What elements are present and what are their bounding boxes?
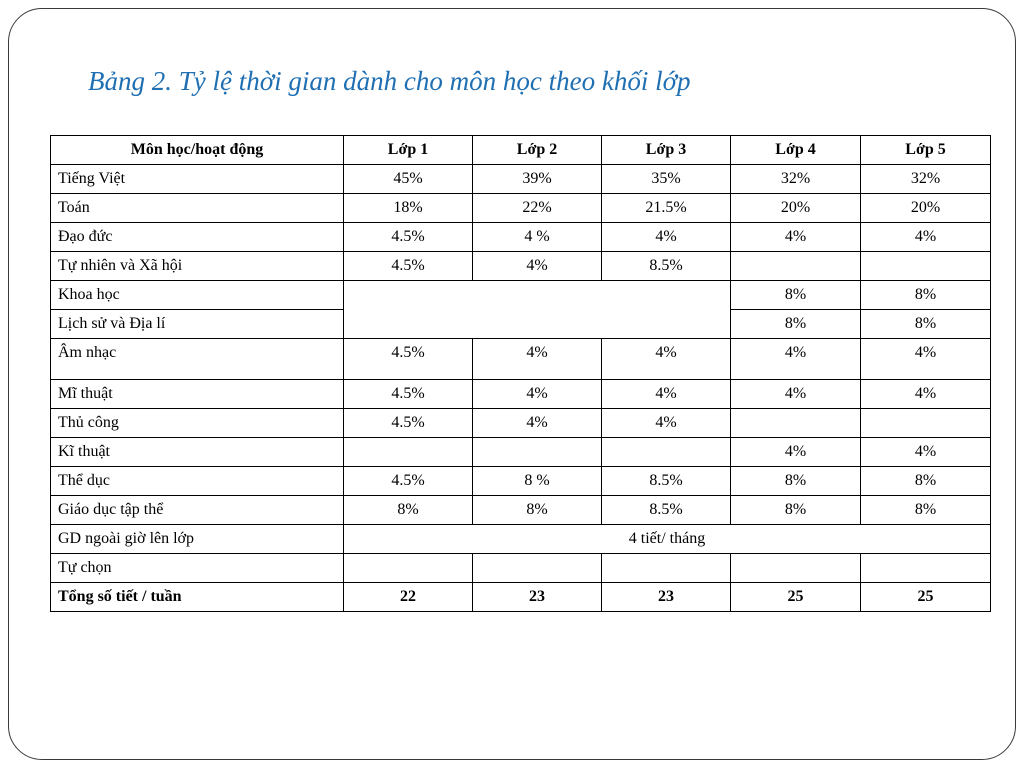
cell-grade-4 bbox=[731, 252, 861, 281]
cell-grade-1: 18% bbox=[344, 194, 473, 223]
cell-grade-4: 4% bbox=[731, 438, 861, 467]
table-row bbox=[51, 252, 991, 281]
cell-grade-4: 4% bbox=[731, 339, 861, 380]
cell-grade-4: 32% bbox=[731, 165, 861, 194]
header-grade-1: Lớp 1 bbox=[344, 136, 473, 165]
row-subject: Âm nhạc bbox=[51, 339, 344, 380]
cell-grade-2: 4% bbox=[473, 380, 602, 409]
cell-grade-5: 8% bbox=[861, 467, 991, 496]
cell-grade-5 bbox=[861, 554, 991, 583]
table-header-row bbox=[51, 136, 991, 165]
table-row bbox=[51, 339, 991, 380]
row-subject: Tự nhiên và Xã hội bbox=[51, 252, 344, 281]
cell-grade-2: 8% bbox=[473, 496, 602, 525]
cell-grade-3: 8.5% bbox=[602, 496, 731, 525]
row-subject: Kĩ thuật bbox=[51, 438, 344, 467]
cell-grade-4: 4% bbox=[731, 223, 861, 252]
total-label: Tổng số tiết / tuần bbox=[51, 583, 344, 612]
cell-grade-2 bbox=[473, 438, 602, 467]
cell-grade-2: 39% bbox=[473, 165, 602, 194]
cell-grade-3 bbox=[602, 554, 731, 583]
row-subject: Thể dục bbox=[51, 467, 344, 496]
cell-grade-4: 4% bbox=[731, 380, 861, 409]
table-row bbox=[51, 194, 991, 223]
cell-grade-3: 4% bbox=[602, 409, 731, 438]
table-row bbox=[51, 525, 991, 554]
header-subject: Môn học/hoạt động bbox=[51, 136, 344, 165]
cell-grade-5 bbox=[861, 409, 991, 438]
cell-grade-1 bbox=[344, 554, 473, 583]
cell-grade-3: 4% bbox=[602, 223, 731, 252]
cell-grade-1: 8% bbox=[344, 496, 473, 525]
table-row bbox=[51, 554, 991, 583]
cell-grade-5: 4% bbox=[861, 438, 991, 467]
row-subject: Mĩ thuật bbox=[51, 380, 344, 409]
cell-grade-2: 4% bbox=[473, 409, 602, 438]
cell-grade-5 bbox=[861, 252, 991, 281]
cell-grade-5: 4% bbox=[861, 223, 991, 252]
row-subject: Tiếng Việt bbox=[51, 165, 344, 194]
table-row bbox=[51, 496, 991, 525]
cell-grade-3: 4% bbox=[602, 339, 731, 380]
cell-grade-5: 8% bbox=[861, 310, 991, 339]
cell-grade-4: 8% bbox=[731, 467, 861, 496]
total-grade-4: 25 bbox=[731, 583, 861, 612]
row-subject: Lịch sử và Địa lí bbox=[51, 310, 344, 339]
cell-grade-1: 4.5% bbox=[344, 409, 473, 438]
cell-grade-4: 8% bbox=[731, 496, 861, 525]
table-row bbox=[51, 380, 991, 409]
cell-grade-5: 4% bbox=[861, 380, 991, 409]
row-subject: Tự chọn bbox=[51, 554, 344, 583]
cell-grade-1: 4.5% bbox=[344, 223, 473, 252]
cell-grade-3 bbox=[602, 438, 731, 467]
cell-grade-2: 22% bbox=[473, 194, 602, 223]
table-row bbox=[51, 409, 991, 438]
cell-grade-1: 4.5% bbox=[344, 467, 473, 496]
cell-grade-5: 4% bbox=[861, 339, 991, 380]
cell-grade-4: 8% bbox=[731, 310, 861, 339]
table-row bbox=[51, 165, 991, 194]
cell-grade-4 bbox=[731, 554, 861, 583]
cell-grade-4: 20% bbox=[731, 194, 861, 223]
cell-grade-3: 8.5% bbox=[602, 252, 731, 281]
table-row bbox=[51, 223, 991, 252]
row-subject: Giáo dục tập thể bbox=[51, 496, 344, 525]
row-subject: Đạo đức bbox=[51, 223, 344, 252]
cell-grade-1: 4.5% bbox=[344, 252, 473, 281]
cell-grade-2: 4% bbox=[473, 252, 602, 281]
header-grade-2: Lớp 2 bbox=[473, 136, 602, 165]
cell-grade-5: 32% bbox=[861, 165, 991, 194]
header-grade-4: Lớp 4 bbox=[731, 136, 861, 165]
cell-grade-2: 4 % bbox=[473, 223, 602, 252]
cell-grade-5: 8% bbox=[861, 281, 991, 310]
header-grade-3: Lớp 3 bbox=[602, 136, 731, 165]
cell-grade-2 bbox=[473, 554, 602, 583]
cell-grade-4 bbox=[731, 409, 861, 438]
table-row bbox=[51, 438, 991, 467]
cell-grade-2: 8 % bbox=[473, 467, 602, 496]
total-grade-3: 23 bbox=[602, 583, 731, 612]
row-subject: GD ngoài giờ lên lớp bbox=[51, 525, 344, 554]
cell-grade-5: 8% bbox=[861, 496, 991, 525]
cell-grade-3: 4% bbox=[602, 380, 731, 409]
cell-grade-1: 4.5% bbox=[344, 339, 473, 380]
total-grade-5: 25 bbox=[861, 583, 991, 612]
total-grade-2: 23 bbox=[473, 583, 602, 612]
cell-grade-2: 4% bbox=[473, 339, 602, 380]
cell-grade-3: 35% bbox=[602, 165, 731, 194]
header-grade-5: Lớp 5 bbox=[861, 136, 991, 165]
cell-grade-4: 8% bbox=[731, 281, 861, 310]
row-subject: Khoa học bbox=[51, 281, 344, 310]
total-grade-1: 22 bbox=[344, 583, 473, 612]
table-row bbox=[51, 467, 991, 496]
curriculum-time-table bbox=[50, 135, 991, 612]
table-total-row bbox=[51, 583, 991, 612]
cell-grade-1: 4.5% bbox=[344, 380, 473, 409]
cell-grade-5: 20% bbox=[861, 194, 991, 223]
empty-grades-1-3-block bbox=[344, 281, 731, 339]
cell-grade-1 bbox=[344, 438, 473, 467]
cell-grade-1: 45% bbox=[344, 165, 473, 194]
cell-all-grades: 4 tiết/ tháng bbox=[344, 525, 991, 554]
row-subject: Thủ công bbox=[51, 409, 344, 438]
row-subject: Toán bbox=[51, 194, 344, 223]
table-row bbox=[51, 281, 991, 310]
cell-grade-3: 8.5% bbox=[602, 467, 731, 496]
slide-title: Bảng 2. Tỷ lệ thời gian dành cho môn học theo khối lớp bbox=[88, 66, 691, 96]
cell-grade-3: 21.5% bbox=[602, 194, 731, 223]
